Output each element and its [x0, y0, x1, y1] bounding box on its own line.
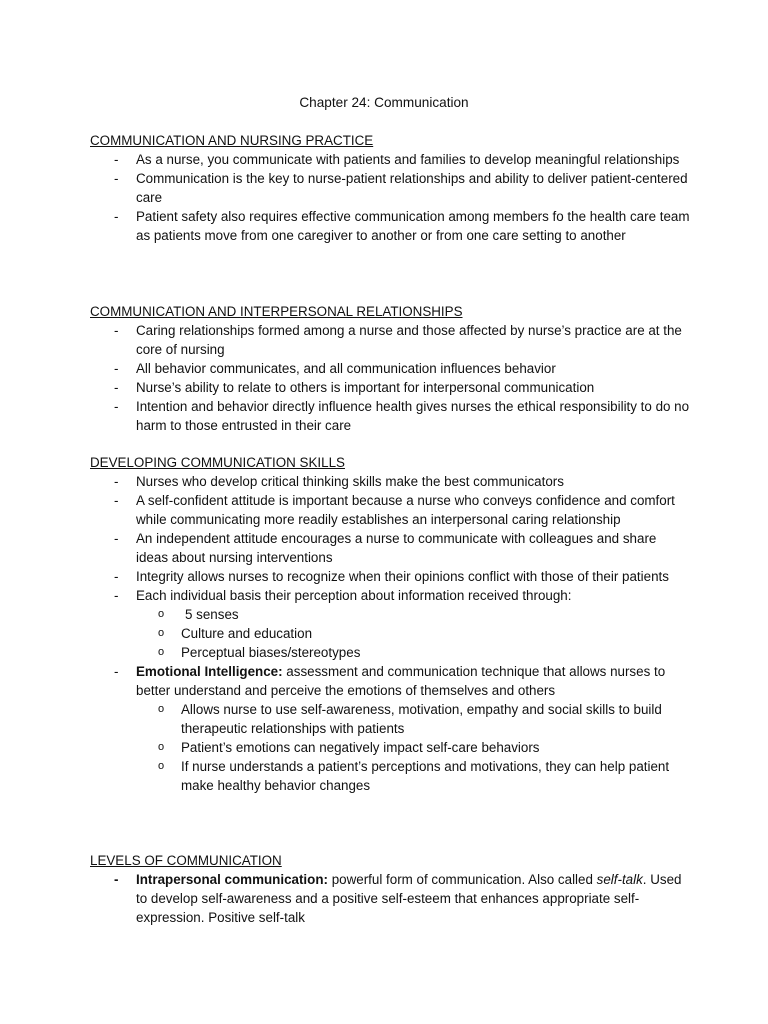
list-item: - A self-confident attitude is important because a nurse who conveys confidence and comfort while communicating more readily establishes an interpersonal caring relationship — [114, 493, 675, 527]
dash-bullet: - — [114, 474, 119, 489]
dash-bullet: - — [114, 664, 119, 679]
section-heading: LEVELS OF COMMUNICATION — [90, 853, 282, 868]
list-item: - Integrity allows nurses to recognize when their opinions conflict with those of their patients — [114, 569, 669, 584]
circle-bullet: o — [158, 703, 165, 715]
list-item: - An independent attitude encourages a nurse to communicate with colleagues and share ideas about nursing interventions — [114, 531, 657, 565]
circle-bullet: o — [158, 760, 165, 772]
dash-bullet: - — [114, 361, 119, 376]
list-item: - Nurses who develop critical thinking skills make the best communicators — [114, 474, 564, 489]
sub-list-item: o If nurse understands a patient’s perceptions and motivations, they can help patient make healthy behavior changes — [158, 759, 670, 793]
list-item-intrapersonal — [90, 870, 690, 927]
list-item: - All behavior communicates, and all communication influences behavior — [114, 361, 556, 376]
list-item: - Each individual basis their perception about information received through: — [114, 588, 572, 603]
dash-bullet: - — [114, 171, 119, 186]
section-heading: COMMUNICATION AND INTERPERSONAL RELATIONSHIPS — [90, 304, 463, 319]
term-label: Intrapersonal communication: — [136, 872, 328, 887]
list-item: - Nurse’s ability to relate to others is important for interpersonal communication — [114, 380, 595, 395]
sub-list-item: o Allows nurse to use self-awareness, motivation, empathy and social skills to build therapeutic relationships with patients — [158, 702, 662, 736]
circle-bullet: o — [158, 608, 165, 620]
section-heading: COMMUNICATION AND NURSING PRACTICE — [90, 133, 374, 148]
term-definition: assessment and communication technique that allows nurses to better understand and perceive the emotions of themselves and others — [136, 664, 666, 698]
sub-list-item: o Culture and education — [158, 626, 313, 641]
dash-bullet: - — [114, 380, 119, 395]
sub-list-item: o Patient’s emotions can negatively impact self-care behaviors — [158, 740, 540, 755]
dash-bullet: - — [114, 209, 119, 224]
circle-bullet: o — [158, 627, 165, 639]
list-item-emotional-intelligence — [90, 662, 690, 700]
section-interpersonal-relationships — [90, 302, 690, 435]
term-definition: powerful form of communication. Also called — [327, 872, 597, 887]
dash-bullet: - — [114, 399, 119, 414]
dash-bullet: - — [114, 569, 119, 584]
sub-list-item: o 5 senses — [158, 607, 239, 622]
list-item: - Communication is the key to nurse-patient relationships and ability to deliver patient-centered care — [114, 171, 688, 205]
dash-bullet: - — [114, 872, 119, 887]
document-title: Chapter 24: Communication — [299, 95, 469, 110]
section-communication-skills — [90, 453, 690, 795]
circle-bullet: o — [158, 741, 165, 753]
list-item: - Patient safety also requires effective communication among members fo the health care team as patients move from one caregiver to another or from one care setting to another — [114, 209, 690, 243]
section-heading: DEVELOPING COMMUNICATION SKILLS — [90, 455, 345, 470]
section-nursing-practice — [90, 131, 690, 245]
sub-list-item: o Perceptual biases/stereotypes — [158, 645, 361, 660]
list-item: - Intention and behavior directly influence health gives nurses the ethical responsibility to do no harm to those entrusted in their care — [114, 399, 690, 433]
section-levels-of-communication — [90, 851, 690, 927]
dash-bullet: - — [114, 152, 119, 167]
term-label: Emotional Intelligence: — [136, 664, 283, 679]
dash-bullet: - — [114, 588, 119, 603]
dash-bullet: - — [114, 323, 119, 338]
dash-bullet: - — [114, 531, 119, 546]
list-item: - As a nurse, you communicate with patients and families to develop meaningful relationships — [114, 152, 680, 167]
term-definition-rest: . Used to develop self-awareness and a positive self-esteem that enhances appropriate self-expression. Positive self-talk — [136, 872, 682, 925]
term-italic: self-talk — [596, 872, 643, 887]
dash-bullet: - — [114, 493, 119, 508]
list-item: - Caring relationships formed among a nurse and those affected by nurse’s practice are at the core of nursing — [114, 323, 682, 357]
circle-bullet: o — [158, 646, 165, 658]
